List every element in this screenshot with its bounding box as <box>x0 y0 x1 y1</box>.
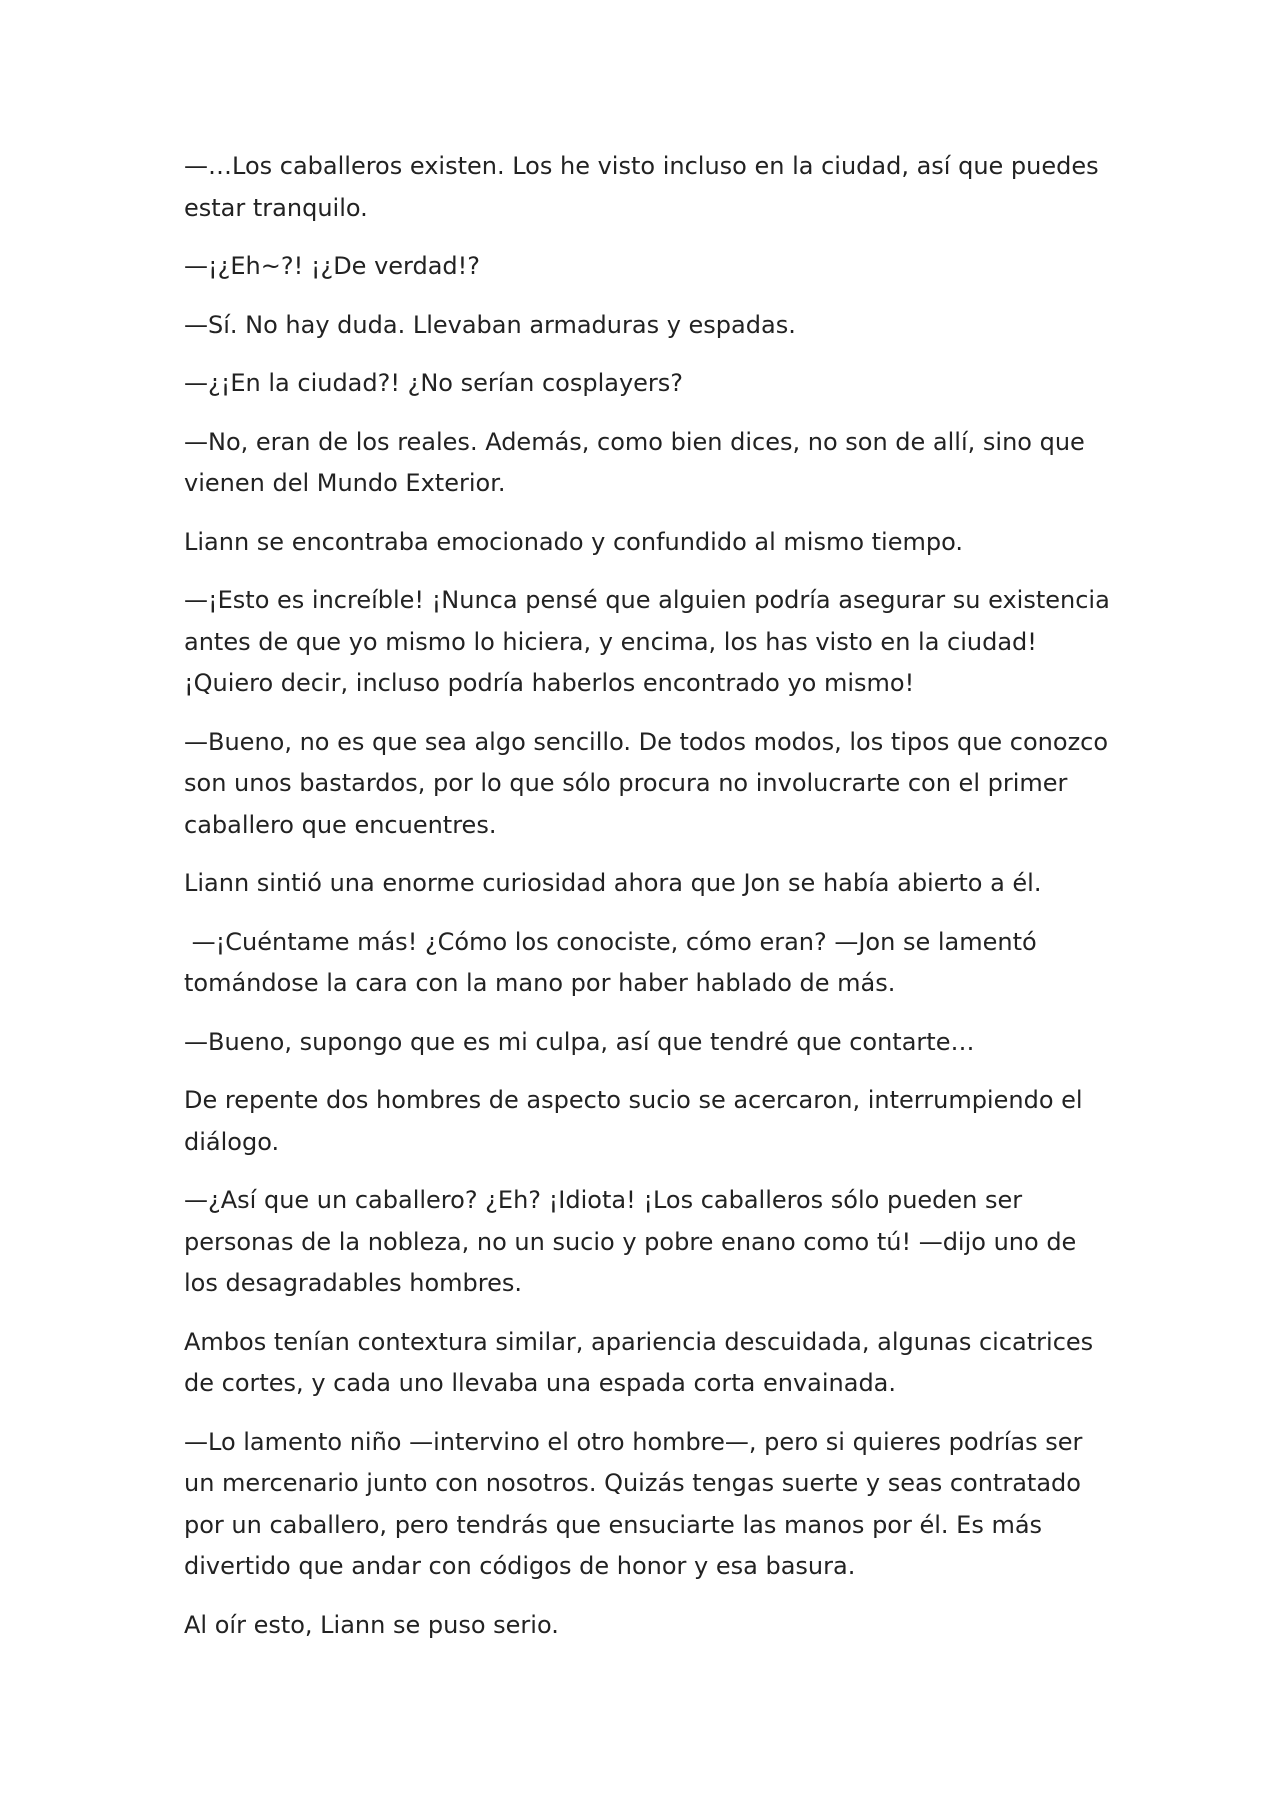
paragraph: —Sí. No hay duda. Llevaban armaduras y espadas. <box>184 310 796 339</box>
paragraph: Al oír esto, Liann se puso serio. <box>184 1610 559 1639</box>
paragraph: —¡¿Eh~?! ¡¿De verdad!? <box>184 252 481 280</box>
paragraph: —¿Así que un caballero? ¿Eh? ¡Idiota! ¡Los caballeros sólo pueden ser personas de la nobleza, no un sucio y pobre enano como tú! —dijo uno de los desagradables hombres. <box>184 1186 1077 1297</box>
paragraph: —¡Cuéntame más! ¿Cómo los conociste, cómo eran? —Jon se lamentó tomándose la cara con la mano por haber hablado de más. <box>184 927 1045 997</box>
paragraph: —¡Esto es increíble! ¡Nunca pensé que alguien podría asegurar su existencia antes de que yo mismo lo hiciera, y encima, los has visto en la ciudad! ¡Quiero decir, incluso podría haberlos encontrado yo mismo! <box>184 586 1110 697</box>
paragraph: —Lo lamento niño —intervino el otro hombre—, pero si quieres podrías ser un mercenario junto con nosotros. Quizás tengas suerte y seas contratado por un caballero, pero tendrás que ensuciarte las manos por él. Es más divertido que andar con códigos de honor y esa basura. <box>184 1427 1083 1580</box>
document-body <box>184 146 1114 1663</box>
paragraph: —Bueno, no es que sea algo sencillo. De todos modos, los tipos que conozco son unos bastardos, por lo que sólo procura no involucrarte con el primer caballero que encuentres. <box>184 727 1109 839</box>
paragraph: —Bueno, supongo que es mi culpa, así que tendré que contarte… <box>184 1027 975 1056</box>
paragraph: —¿¡En la ciudad?! ¿No serían cosplayers? <box>184 369 684 397</box>
paragraph: —…Los caballeros existen. Los he visto incluso en la ciudad, así que puedes estar tranquilo. <box>184 152 1099 222</box>
paragraph: Liann se encontraba emocionado y confundido al mismo tiempo. <box>184 527 963 556</box>
paragraph: Ambos tenían contextura similar, apariencia descuidada, algunas cicatrices de cortes, y cada uno llevaba una espada corta envainada. <box>184 1327 1094 1397</box>
paragraph: De repente dos hombres de aspecto sucio se acercaron, interrumpiendo el diálogo. <box>184 1086 1083 1156</box>
paragraph: —No, eran de los reales. Además, como bien dices, no son de allí, sino que vienen del Mundo Exterior. <box>184 427 1085 497</box>
paragraph: Liann sintió una enorme curiosidad ahora que Jon se había abierto a él. <box>184 869 1042 897</box>
